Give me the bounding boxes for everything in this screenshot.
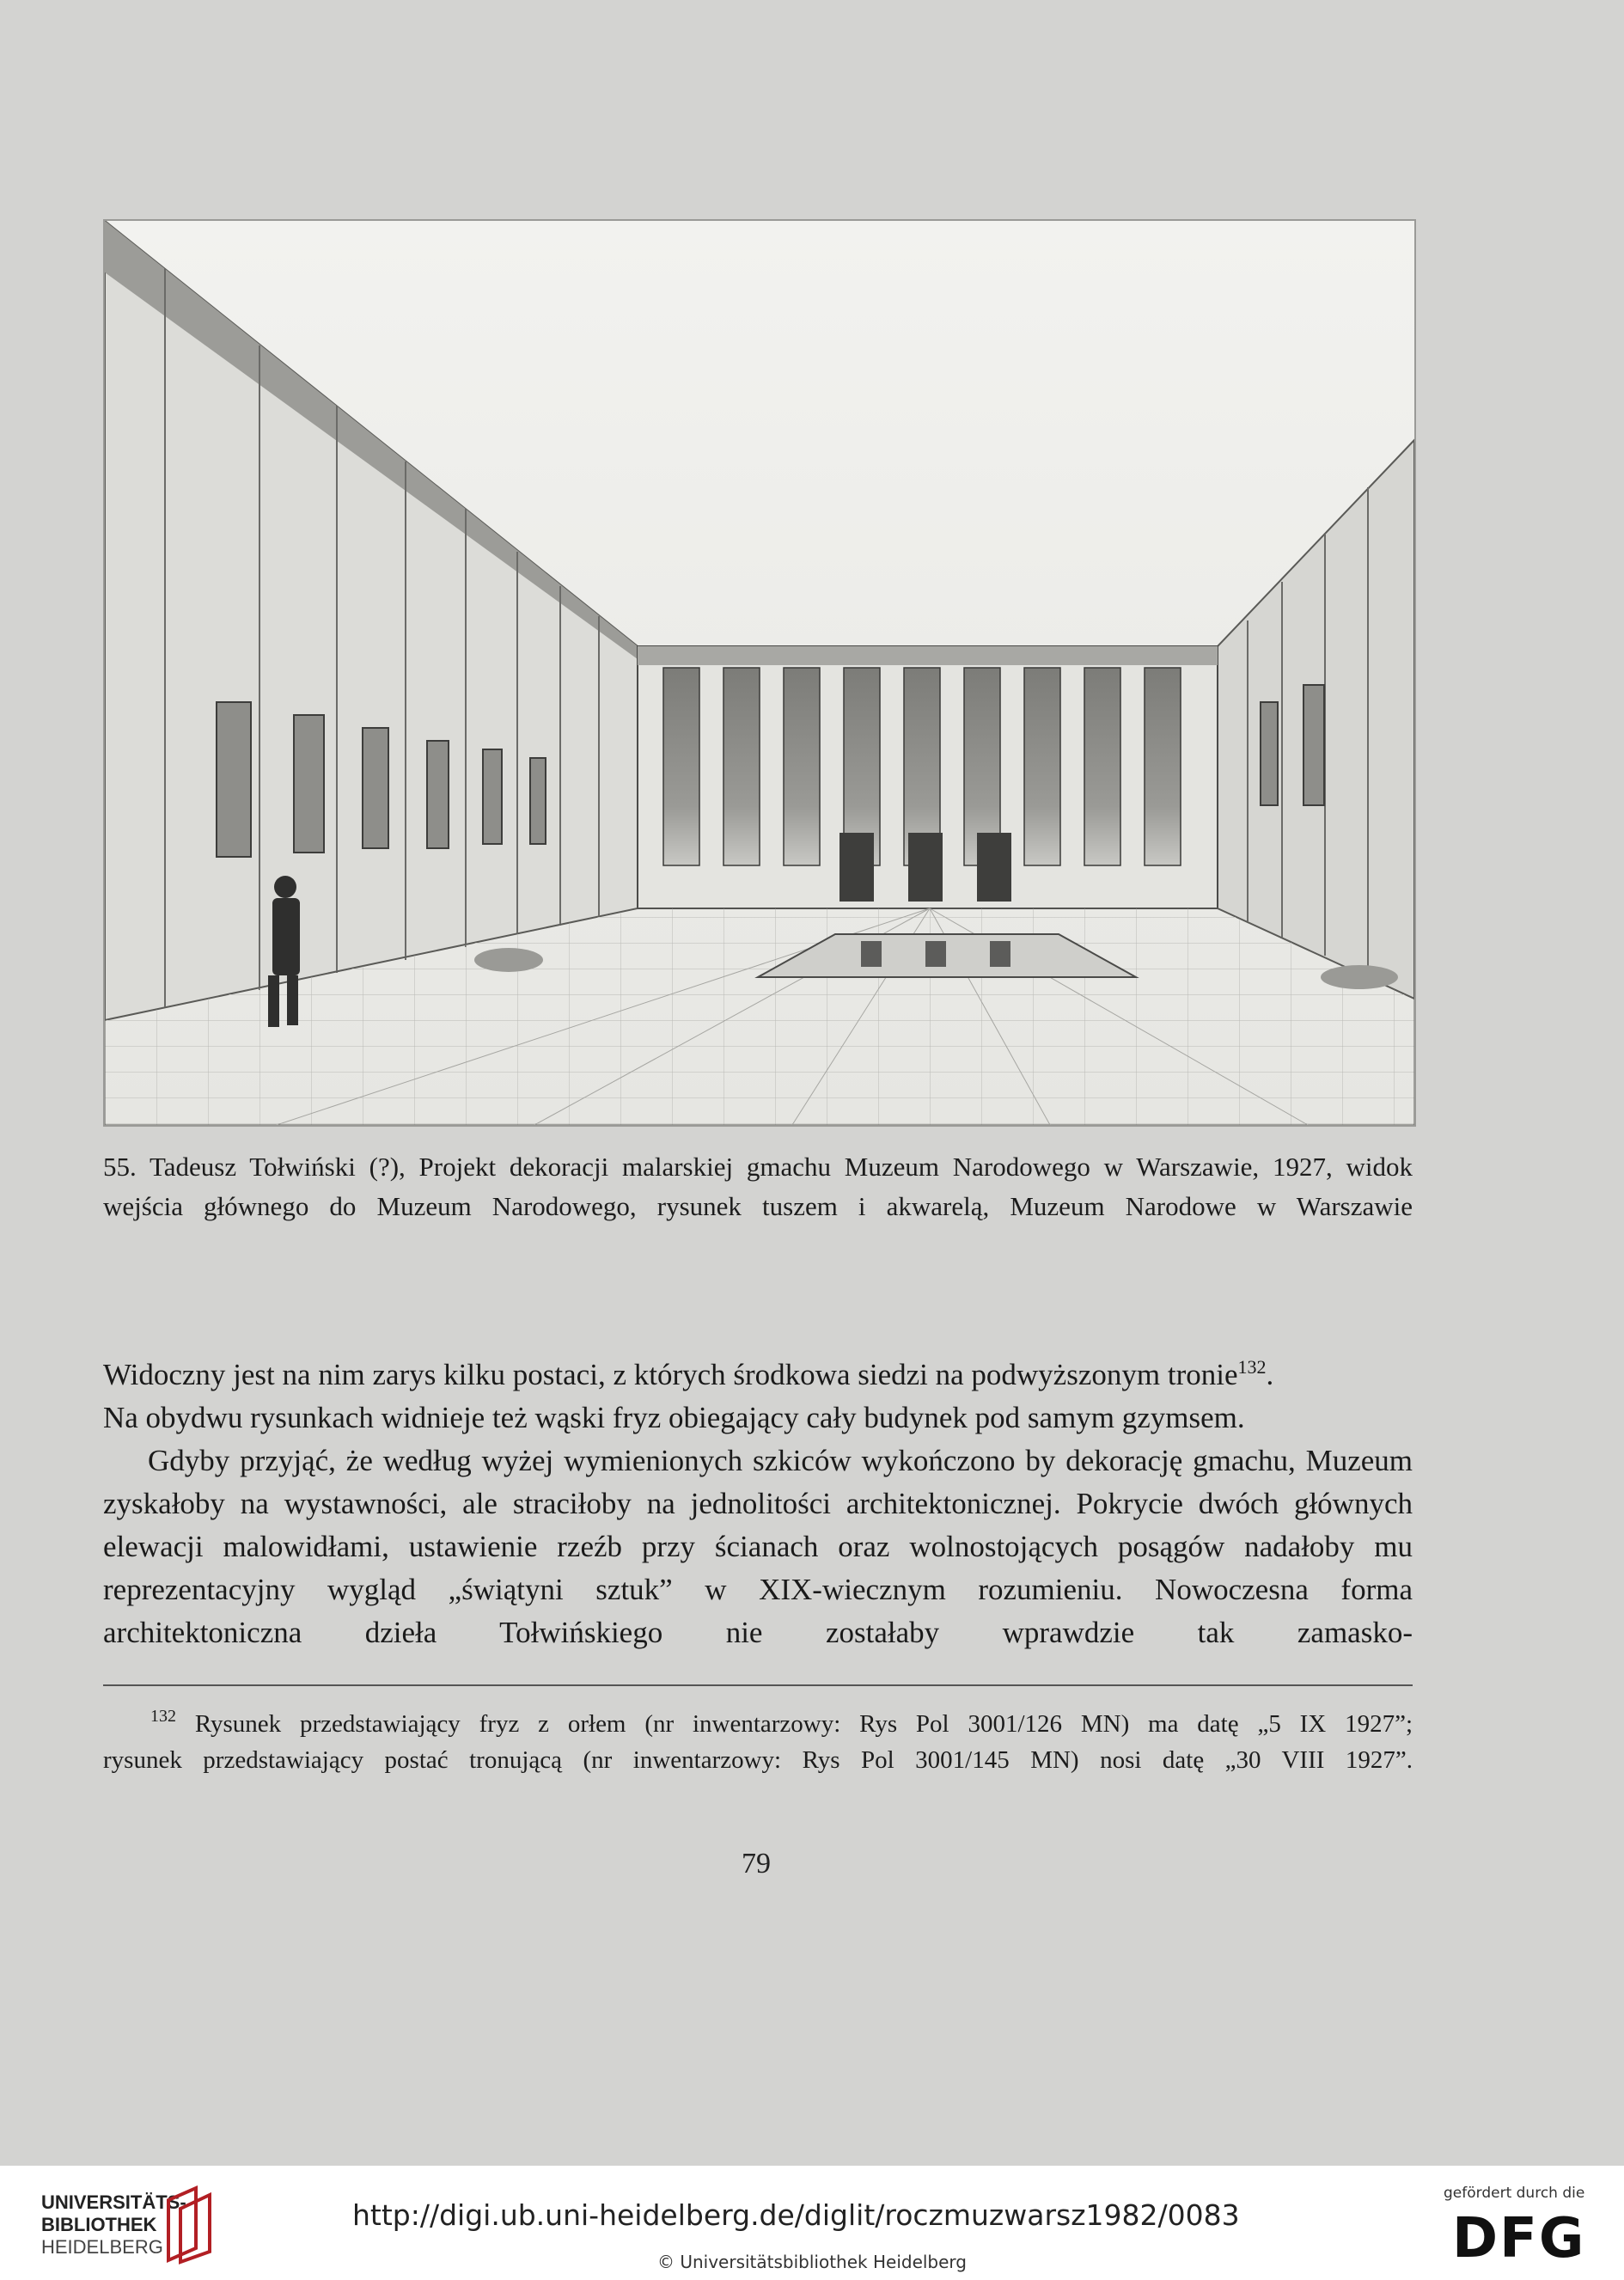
body-text [103,1354,1413,1654]
courtyard-drawing [105,221,1414,1125]
paragraph-1 [103,1354,1413,1397]
footnote-line-1: Rysunek przedstawiający fryz z orłem (nr inwentarzowy: Rys Pol 3001/126 MN) ma datę „5 IX 1927”; [194,1710,1413,1738]
footnote-reference: 132 [1237,1356,1267,1378]
paragraph-1-text: Widoczny jest na nim zarys kilku postaci, z których środkowa siedzi na podwyższonym tronie [103,1358,1238,1391]
viewer-footer [0,2166,1624,2280]
library-name-line-1: UNIVERSITÄTS- [41,2191,186,2213]
figure-illustration [103,219,1416,1127]
funding-note: gefördert durch die [1444,2185,1585,2202]
dfg-logo: DFG [1452,2207,1586,2271]
footnote-line-2: rysunek przedstawiający postać tronującą (nr inwentarzowy: Rys Pol 3001/145 MN) nosi datę „30 VIII 1927”. [103,1746,1413,1774]
library-name-line-3: HEIDELBERG [41,2236,163,2258]
figure-caption-line-2: wejścia głównego do Muzeum Narodowego, rysunek tuszem i akwarelą, Muzeum Narodowe w Warszawie [103,1191,1413,1221]
page-number: 79 [742,1848,771,1880]
paragraph-3: Gdyby przyjąć, że według wyżej wymienionych szkiców wykończono by dekorację gmachu, Muzeum zyskałoby na wystawności, ale straciłoby na jednolitości architektonicznej. Pokrycie dwóch głównych elewacji malowidłami, ustawienie rzeźb przy ścianach oraz wolnostojących posągów nadałoby mu reprezentacyjny wygląd „świątyni sztuk” w XIX-wiecznym rozumieniu. Nowoczesna forma architektoniczna dzieła Tołwińskiego nie zostałaby wprawdzie tak zamasko- [103,1444,1413,1649]
footnote-separator [103,1684,1413,1686]
copyright-notice: © Universitätsbibliothek Heidelberg [656,2252,967,2272]
paragraph-1-tail: . [1266,1358,1274,1391]
figure-caption-line-1: 55. Tadeusz Tołwiński (?), Projekt dekoracji malarskiej gmachu Muzeum Narodowego w Warszawie, 1927, widok [103,1152,1413,1182]
footnote-marker: 132 [150,1707,176,1726]
footnote [103,1706,1413,1778]
library-name-line-2: BIBLIOTHEK [41,2214,157,2235]
paragraph-2: Na obydwu rysunkach widnieje też wąski fryz obiegający cały budynek pod samym gzymsem. [103,1401,1245,1434]
permalink-url[interactable]: http://digi.ub.uni-heidelberg.de/diglit/roczmuzwarsz1982/0083 [352,2198,1240,2232]
